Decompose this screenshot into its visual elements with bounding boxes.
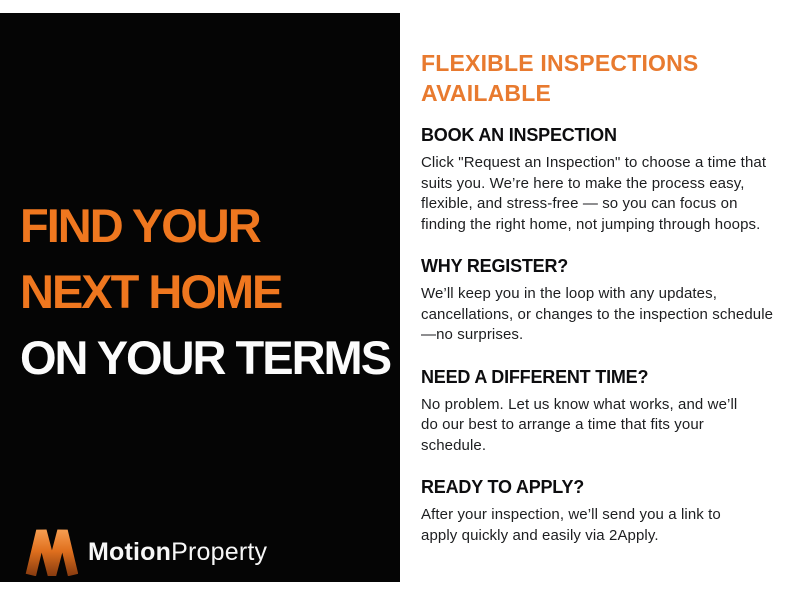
section-heading: WHY REGISTER? bbox=[421, 256, 569, 276]
hero-panel bbox=[0, 13, 400, 582]
section-heading: NEED A DIFFERENT TIME? bbox=[421, 366, 649, 387]
section-heading: READY TO APPLY? bbox=[421, 477, 585, 497]
page-title: FLEXIBLE INSPECTIONS AVAILABLE bbox=[421, 50, 699, 106]
section-body: Click "Request an Inspection" to choose a time that suits you. We’re here to make the process easy, flexible, and stress-free — so you can focus on finding the right home, not jumping through hoops. bbox=[421, 154, 767, 233]
section-ready-to-apply bbox=[421, 475, 780, 546]
brand-wordmark-bold: Motion bbox=[88, 537, 172, 566]
section-need-a-different-time bbox=[421, 365, 780, 457]
headline bbox=[20, 193, 390, 391]
section-heading: BOOK AN INSPECTION bbox=[421, 125, 617, 145]
section-body: After your inspection, we’ll send you a link to apply quickly and easily via 2Apply. bbox=[421, 506, 721, 544]
motion-m-monogram-icon bbox=[24, 528, 78, 576]
brand-logo bbox=[24, 528, 267, 576]
section-why-register bbox=[421, 254, 780, 346]
section-book-an-inspection bbox=[421, 123, 780, 235]
headline-line-3: ON YOUR TERMS bbox=[20, 331, 391, 384]
brand-wordmark bbox=[88, 538, 267, 567]
info-panel bbox=[400, 0, 800, 600]
section-body: We’ll keep you in the loop with any updates, cancellations, or changes to the inspection schedule​—no surprises. bbox=[421, 285, 774, 343]
headline-line-2: NEXT HOME bbox=[20, 265, 282, 318]
brand-wordmark-light: Property bbox=[171, 537, 268, 566]
headline-line-1: FIND YOUR bbox=[20, 199, 260, 252]
section-body: No problem. Let us know what works, and we’ll do our best to arrange a time that fits your schedule. bbox=[421, 395, 738, 454]
